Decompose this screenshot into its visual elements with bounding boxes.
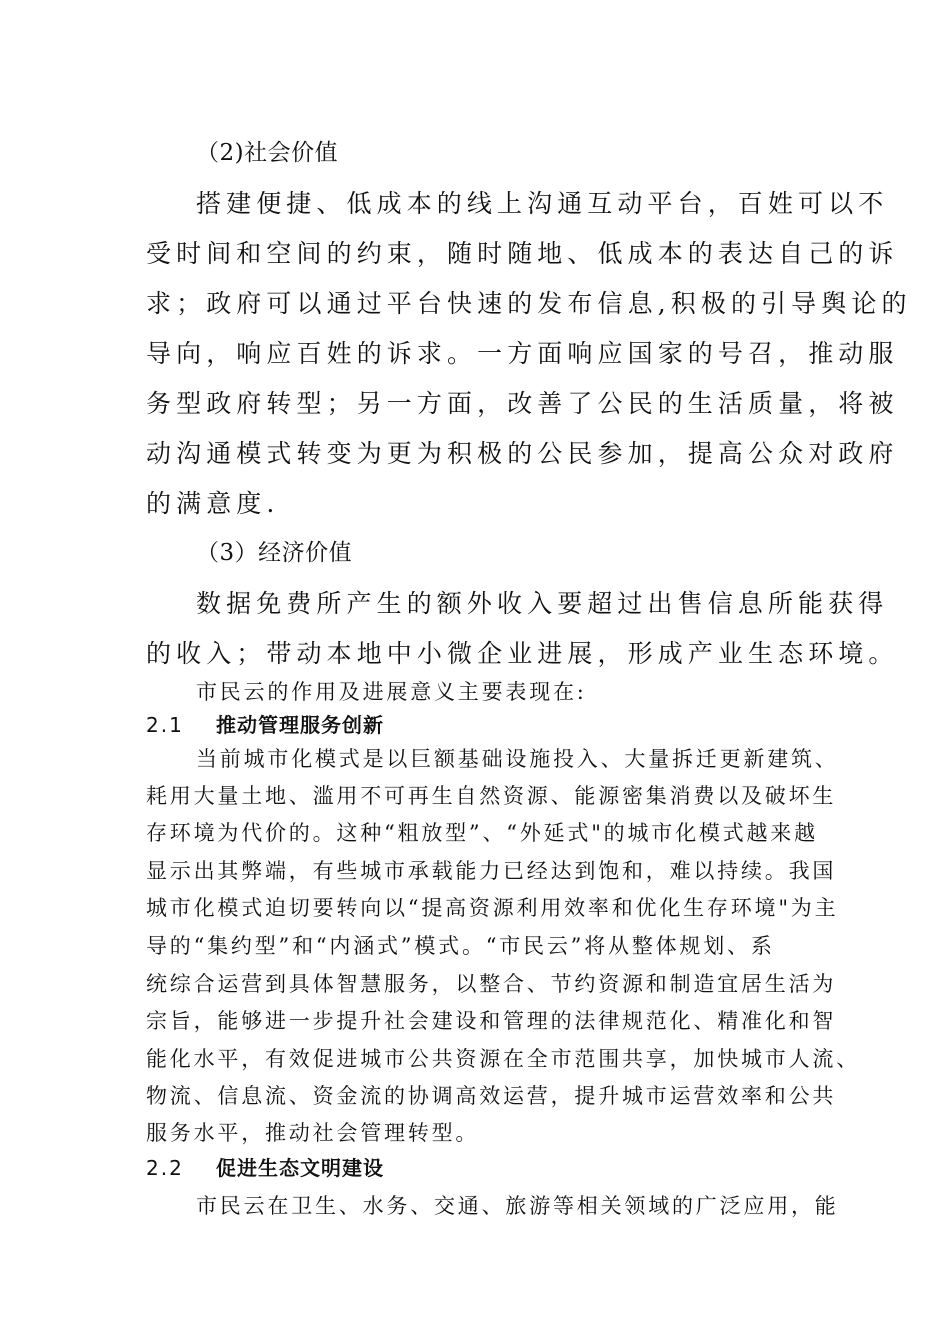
paragraph-line: 统综合运营到具体智慧服务，以整合、节约资源和制造宜居生活为 <box>146 972 837 996</box>
section-title: 促进生态文明建设 <box>216 1156 384 1180</box>
heading-economic-value: （3）经济价值 <box>196 540 353 566</box>
paragraph-line: 数据免费所产生的额外收入要超过出售信息所能获得 <box>196 589 889 618</box>
paragraph-line: 能化水平，有效促进城市公共资源在全市范围共享，加快城市人流、 <box>146 1047 860 1071</box>
paragraph-line: 城市化模式迫切要转向以“提高资源利用效率和优化生存环境"为主 <box>146 896 839 920</box>
paragraph-line: 市民云在卫生、水务、交通、旅游等相关领域的广泛应用，能 <box>196 1194 839 1218</box>
paragraph-line: 动沟通模式转变为更为积极的公民参加，提高公众对政府 <box>146 439 899 468</box>
paragraph-line: 存环境为代价的。这种“粗放型”、“外延式"的城市化模式越来越 <box>146 821 818 845</box>
section-number: 2.2 <box>146 1156 184 1180</box>
paragraph-line: 受时间和空间的约束，随时随地、低成本的表达自己的诉 <box>146 239 899 268</box>
section-title: 推动管理服务创新 <box>216 713 384 737</box>
paragraph-line: 搭建便捷、低成本的线上沟通互动平台，百姓可以不 <box>196 189 889 218</box>
paragraph-line: 显示出其弊端，有些城市承载能力已经达到饱和，难以持续。我国 <box>146 859 837 883</box>
paragraph-line: 服务水平，推动社会管理转型。 <box>146 1121 480 1145</box>
section-heading-2-1 <box>146 709 384 738</box>
paragraph-line: 宗旨，能够进一步提升社会建设和管理的法律规范化、精准化和智 <box>146 1009 837 1033</box>
heading-social-value: （2)社会价值 <box>196 140 339 166</box>
paragraph-line: 的收入；带动本地中小微企业进展，形成产业生态环境。 <box>146 639 899 668</box>
paragraph-line: 导向，响应百姓的诉求。一方面响应国家的号召，推动服 <box>146 339 899 368</box>
paragraph-line: 求；政府可以通过平台快速的发布信息,积极的引导舆论的 <box>146 289 912 318</box>
paragraph-line: 耗用大量土地、滥用不可再生自然资源、能源密集消费以及破坏生 <box>146 784 837 808</box>
paragraph-line: 物流、信息流、资金流的协调高效运营，提升城市运营效率和公共 <box>146 1084 837 1108</box>
section-heading-2-2 <box>146 1152 384 1181</box>
paragraph-line: 务型政府转型；另一方面，改善了公民的生活质量，将被 <box>146 389 899 418</box>
paragraph-line: 导的“集约型”和“内涵式”模式。“市民云”将从整体规划、系 <box>146 934 775 958</box>
paragraph-line: 当前城市化模式是以巨额基础设施投入、大量拆迁更新建筑、 <box>196 747 839 771</box>
intro-line: 市民云的作用及进展意义主要表现在: <box>196 680 587 704</box>
section-number: 2.1 <box>146 713 184 737</box>
paragraph-line: 的满意度. <box>146 489 280 518</box>
